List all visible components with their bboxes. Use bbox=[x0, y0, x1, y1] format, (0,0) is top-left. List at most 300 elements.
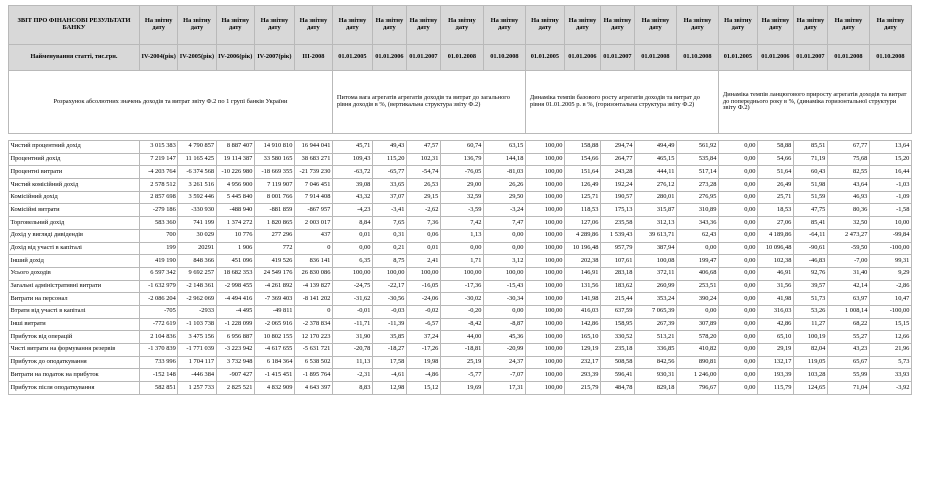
value-cell: 6,35 bbox=[332, 255, 372, 268]
value-cell: 30 029 bbox=[178, 229, 216, 242]
value-cell: -20,99 bbox=[483, 344, 525, 357]
value-cell: 55,27 bbox=[827, 331, 869, 344]
value-cell: 100,00 bbox=[525, 166, 564, 179]
value-cell: 158,88 bbox=[564, 141, 600, 154]
value-cell: 1,13 bbox=[440, 229, 483, 242]
value-cell: 372,11 bbox=[634, 267, 676, 280]
period-header: 01.10.2008 bbox=[676, 45, 718, 71]
table-row bbox=[9, 179, 912, 192]
value-cell: -2 065 916 bbox=[254, 318, 294, 331]
value-cell: 0,00 bbox=[483, 242, 525, 255]
value-cell: -54,74 bbox=[406, 166, 440, 179]
value-cell: -488 940 bbox=[216, 204, 254, 217]
value-cell: 100,00 bbox=[525, 280, 564, 293]
value-cell: 100,00 bbox=[525, 179, 564, 192]
date-label-header: На звітну дату bbox=[216, 6, 254, 45]
value-cell: 0,00 bbox=[718, 255, 757, 268]
value-cell: -5,77 bbox=[440, 369, 483, 382]
value-cell: 18 682 353 bbox=[216, 267, 254, 280]
value-cell: 31,56 bbox=[757, 280, 793, 293]
value-cell: 46,93 bbox=[827, 191, 869, 204]
value-cell: 276,95 bbox=[676, 191, 718, 204]
value-cell: -2 086 204 bbox=[140, 293, 178, 306]
table-row bbox=[9, 305, 912, 318]
value-cell: 1 704 117 bbox=[178, 356, 216, 369]
value-cell: 5 445 840 bbox=[216, 191, 254, 204]
value-cell: 71,04 bbox=[827, 382, 869, 395]
value-cell: -4,86 bbox=[406, 369, 440, 382]
value-cell: -8 141 202 bbox=[294, 293, 332, 306]
value-cell: 0,01 bbox=[332, 229, 372, 242]
value-cell: 99,31 bbox=[869, 255, 911, 268]
value-cell: 0,01 bbox=[406, 242, 440, 255]
value-cell: -30,02 bbox=[440, 293, 483, 306]
value-cell: 733 996 bbox=[140, 356, 178, 369]
row-label: Втрати від участі в капіталі bbox=[9, 305, 140, 318]
value-cell: 100,00 bbox=[525, 369, 564, 382]
value-cell: -0,20 bbox=[440, 305, 483, 318]
value-cell: 199,47 bbox=[676, 255, 718, 268]
value-cell: 85,51 bbox=[793, 141, 827, 154]
value-cell: 0,00 bbox=[718, 191, 757, 204]
value-cell: 58,88 bbox=[757, 141, 793, 154]
value-cell: 0,31 bbox=[372, 229, 406, 242]
value-cell: 51,64 bbox=[757, 166, 793, 179]
value-cell: 0,00 bbox=[718, 153, 757, 166]
value-cell: 235,58 bbox=[600, 217, 634, 230]
value-cell: 25,71 bbox=[757, 191, 793, 204]
value-cell: 0,00 bbox=[718, 280, 757, 293]
value-cell: 42,14 bbox=[827, 280, 869, 293]
date-label-header: На звітну дату bbox=[406, 6, 440, 45]
value-cell: 71,19 bbox=[793, 153, 827, 166]
value-cell: -11,71 bbox=[332, 318, 372, 331]
value-cell: -3,41 bbox=[372, 204, 406, 217]
row-label: Прибуток після оподаткування bbox=[9, 382, 140, 395]
value-cell: 100,00 bbox=[525, 191, 564, 204]
section-absolute-values: Розрахунок абсолютних значень доходів та витрат звіту Ф.2 по 1 групі банків України bbox=[9, 71, 333, 134]
value-cell: 7 219 147 bbox=[140, 153, 178, 166]
value-cell: 273,28 bbox=[676, 179, 718, 192]
value-cell: -30,34 bbox=[483, 293, 525, 306]
value-cell: 85,41 bbox=[793, 217, 827, 230]
value-cell: 100,00 bbox=[525, 305, 564, 318]
row-label: Чистий процентний дохід bbox=[9, 141, 140, 154]
value-cell: 215,79 bbox=[564, 382, 600, 395]
value-cell: -881 859 bbox=[254, 204, 294, 217]
value-cell: 7 914 408 bbox=[294, 191, 332, 204]
value-cell: 15,12 bbox=[406, 382, 440, 395]
value-cell: -0,03 bbox=[372, 305, 406, 318]
value-cell: 3 592 446 bbox=[178, 191, 216, 204]
value-cell: 141,98 bbox=[564, 293, 600, 306]
value-cell: 193,39 bbox=[757, 369, 793, 382]
value-cell: 44,00 bbox=[440, 331, 483, 344]
value-cell: 517,14 bbox=[676, 166, 718, 179]
value-cell: 109,43 bbox=[332, 153, 372, 166]
value-cell: 192,24 bbox=[600, 179, 634, 192]
row-label: Усього доходів bbox=[9, 267, 140, 280]
value-cell: 2 003 017 bbox=[294, 217, 332, 230]
value-cell: 2 473,27 bbox=[827, 229, 869, 242]
value-cell: 235,18 bbox=[600, 344, 634, 357]
table-row bbox=[9, 229, 912, 242]
period-header: 01.01.2007 bbox=[793, 45, 827, 71]
header-row-report-date bbox=[9, 6, 912, 45]
period-header: IV-2005(рік) bbox=[178, 45, 216, 71]
value-cell: -49 811 bbox=[254, 305, 294, 318]
value-cell: 100,00 bbox=[525, 267, 564, 280]
row-label: Дохід від участі в капіталі bbox=[9, 242, 140, 255]
date-label-header: На звітну дату bbox=[140, 6, 178, 45]
value-cell: -2 148 361 bbox=[178, 280, 216, 293]
value-cell: 6 184 364 bbox=[254, 356, 294, 369]
value-cell: -18 669 355 bbox=[254, 166, 294, 179]
value-cell: 353,24 bbox=[634, 293, 676, 306]
period-header: 01.01.2007 bbox=[406, 45, 440, 71]
value-cell: 0,00 bbox=[718, 356, 757, 369]
value-cell: 68,22 bbox=[827, 318, 869, 331]
value-cell: -7,07 bbox=[483, 369, 525, 382]
table-row bbox=[9, 242, 912, 255]
value-cell: 25,19 bbox=[440, 356, 483, 369]
value-cell: 26 830 086 bbox=[294, 267, 332, 280]
row-label: Витрати на податок на прибуток bbox=[9, 369, 140, 382]
financial-results-table bbox=[8, 5, 912, 395]
value-cell: -6,57 bbox=[406, 318, 440, 331]
value-cell: 100,08 bbox=[634, 255, 676, 268]
value-cell: -7 369 403 bbox=[254, 293, 294, 306]
value-cell: 8,84 bbox=[332, 217, 372, 230]
date-label-header: На звітну дату bbox=[718, 6, 757, 45]
value-cell: -1 895 764 bbox=[294, 369, 332, 382]
value-cell: 465,15 bbox=[634, 153, 676, 166]
value-cell: 6 538 502 bbox=[294, 356, 332, 369]
table-row bbox=[9, 344, 912, 357]
value-cell: 100,00 bbox=[525, 318, 564, 331]
period-header: 01.01.2008 bbox=[634, 45, 676, 71]
period-header: 01.01.2007 bbox=[600, 45, 634, 71]
value-cell: 0 bbox=[294, 242, 332, 255]
value-cell: -90,61 bbox=[793, 242, 827, 255]
value-cell: -18,81 bbox=[440, 344, 483, 357]
value-cell: 513,21 bbox=[634, 331, 676, 344]
value-cell: 8,75 bbox=[372, 255, 406, 268]
value-cell: 26,53 bbox=[406, 179, 440, 192]
value-cell: 10,47 bbox=[869, 293, 911, 306]
value-cell: 637,59 bbox=[600, 305, 634, 318]
value-cell: 17,31 bbox=[483, 382, 525, 395]
value-cell: -10 226 980 bbox=[216, 166, 254, 179]
value-cell: 0,00 bbox=[718, 242, 757, 255]
value-cell: 67,77 bbox=[827, 141, 869, 154]
value-cell: 42,86 bbox=[757, 318, 793, 331]
date-label-header: На звітну дату bbox=[757, 6, 793, 45]
period-header: 01.01.2008 bbox=[440, 45, 483, 71]
value-cell: 419 190 bbox=[140, 255, 178, 268]
value-cell: 390,24 bbox=[676, 293, 718, 306]
value-cell: 4 643 397 bbox=[294, 382, 332, 395]
value-cell: 151,64 bbox=[564, 166, 600, 179]
value-cell: -4 203 764 bbox=[140, 166, 178, 179]
value-cell: 3 015 383 bbox=[140, 141, 178, 154]
value-cell: -4,61 bbox=[372, 369, 406, 382]
value-cell: 0,00 bbox=[483, 229, 525, 242]
value-cell: 700 bbox=[140, 229, 178, 242]
table-row bbox=[9, 141, 912, 154]
value-cell: 3,12 bbox=[483, 255, 525, 268]
value-cell: 12,66 bbox=[869, 331, 911, 344]
value-cell: 8 001 766 bbox=[254, 191, 294, 204]
value-cell: 330,52 bbox=[600, 331, 634, 344]
row-label: Торговельний дохід bbox=[9, 217, 140, 230]
value-cell: 33,65 bbox=[372, 179, 406, 192]
value-cell: 7,36 bbox=[406, 217, 440, 230]
value-cell: 51,73 bbox=[793, 293, 827, 306]
value-cell: 494,49 bbox=[634, 141, 676, 154]
value-cell: 343,36 bbox=[676, 217, 718, 230]
period-header: 01.01.2006 bbox=[372, 45, 406, 71]
value-cell: 0,00 bbox=[718, 369, 757, 382]
value-cell: 0,00 bbox=[718, 141, 757, 154]
value-cell: 125,71 bbox=[564, 191, 600, 204]
value-cell: -2,31 bbox=[332, 369, 372, 382]
period-header: 01.01.2005 bbox=[525, 45, 564, 71]
value-cell: -1 370 839 bbox=[140, 344, 178, 357]
value-cell: 39 613,71 bbox=[634, 229, 676, 242]
value-cell: 582 851 bbox=[140, 382, 178, 395]
value-cell: 100,00 bbox=[525, 242, 564, 255]
value-cell: 410,82 bbox=[676, 344, 718, 357]
row-label: Процентні витрати bbox=[9, 166, 140, 179]
value-cell: 12 170 223 bbox=[294, 331, 332, 344]
value-cell: -16,05 bbox=[406, 280, 440, 293]
value-cell: 154,66 bbox=[564, 153, 600, 166]
table-row bbox=[9, 331, 912, 344]
value-cell: -2 378 834 bbox=[294, 318, 332, 331]
value-cell: 115,20 bbox=[372, 153, 406, 166]
value-cell: -1,03 bbox=[869, 179, 911, 192]
value-cell: 0,21 bbox=[372, 242, 406, 255]
value-cell: 37,24 bbox=[406, 331, 440, 344]
value-cell: 772 bbox=[254, 242, 294, 255]
value-cell: 41,98 bbox=[757, 293, 793, 306]
value-cell: 47,75 bbox=[793, 204, 827, 217]
value-cell: 15,15 bbox=[869, 318, 911, 331]
value-cell: 199 bbox=[140, 242, 178, 255]
value-cell: -31,62 bbox=[332, 293, 372, 306]
row-label: Загальні адміністративні витрати bbox=[9, 280, 140, 293]
value-cell: 387,94 bbox=[634, 242, 676, 255]
table-row bbox=[9, 153, 912, 166]
date-label-header: На звітну дату bbox=[600, 6, 634, 45]
value-cell: 26,26 bbox=[483, 179, 525, 192]
value-cell: 7,47 bbox=[483, 217, 525, 230]
value-cell: -59,50 bbox=[827, 242, 869, 255]
value-cell: 165,10 bbox=[564, 331, 600, 344]
table-row bbox=[9, 382, 912, 395]
value-cell: -3,59 bbox=[440, 204, 483, 217]
value-cell: 146,91 bbox=[564, 267, 600, 280]
value-cell: -4 139 827 bbox=[294, 280, 332, 293]
value-cell: 118,53 bbox=[564, 204, 600, 217]
value-cell: 29,15 bbox=[406, 191, 440, 204]
value-cell: -3,92 bbox=[869, 382, 911, 395]
value-cell: 232,17 bbox=[564, 356, 600, 369]
value-cell: -8,42 bbox=[440, 318, 483, 331]
value-cell: 54,66 bbox=[757, 153, 793, 166]
value-cell: 0,00 bbox=[718, 344, 757, 357]
value-cell: 21,96 bbox=[869, 344, 911, 357]
value-cell: 7 046 451 bbox=[294, 179, 332, 192]
value-cell: 7 065,39 bbox=[634, 305, 676, 318]
value-cell: -2,86 bbox=[869, 280, 911, 293]
value-cell: -6 374 568 bbox=[178, 166, 216, 179]
value-cell: -2,62 bbox=[406, 204, 440, 217]
value-cell: 16,44 bbox=[869, 166, 911, 179]
value-cell: 124,65 bbox=[793, 382, 827, 395]
value-cell: 9,29 bbox=[869, 267, 911, 280]
table-row bbox=[9, 318, 912, 331]
value-cell: -76,05 bbox=[440, 166, 483, 179]
table-row bbox=[9, 356, 912, 369]
value-cell: 451 096 bbox=[216, 255, 254, 268]
value-cell: 43,23 bbox=[827, 344, 869, 357]
value-cell: -65,77 bbox=[372, 166, 406, 179]
value-cell: 65,67 bbox=[827, 356, 869, 369]
value-cell: 49,43 bbox=[372, 141, 406, 154]
value-cell: 19,69 bbox=[440, 382, 483, 395]
value-cell: -1 103 738 bbox=[178, 318, 216, 331]
table-row bbox=[9, 166, 912, 179]
value-cell: 307,89 bbox=[676, 318, 718, 331]
date-label-header: На звітну дату bbox=[676, 6, 718, 45]
value-cell: 45,36 bbox=[483, 331, 525, 344]
value-cell: 1 539,43 bbox=[600, 229, 634, 242]
value-cell: 100,00 bbox=[406, 267, 440, 280]
value-cell: 1 257 733 bbox=[178, 382, 216, 395]
value-cell: 63,15 bbox=[483, 141, 525, 154]
value-cell: 2 578 512 bbox=[140, 179, 178, 192]
value-cell: -772 619 bbox=[140, 318, 178, 331]
value-cell: 957,79 bbox=[600, 242, 634, 255]
value-cell: 578,20 bbox=[676, 331, 718, 344]
value-cell: 100,00 bbox=[525, 204, 564, 217]
header-row-sections bbox=[9, 71, 912, 134]
value-cell: 276,12 bbox=[634, 179, 676, 192]
value-cell: 31,40 bbox=[827, 267, 869, 280]
value-cell: 129,19 bbox=[564, 344, 600, 357]
value-cell: -4 494 416 bbox=[216, 293, 254, 306]
value-cell: 508,58 bbox=[600, 356, 634, 369]
value-cell: -17,26 bbox=[406, 344, 440, 357]
value-cell: 47,57 bbox=[406, 141, 440, 154]
value-cell: 4 189,86 bbox=[757, 229, 793, 242]
value-cell: 0,06 bbox=[406, 229, 440, 242]
value-cell: 127,06 bbox=[564, 217, 600, 230]
period-header: 01.01.2005 bbox=[332, 45, 372, 71]
value-cell: 10 196,48 bbox=[564, 242, 600, 255]
value-cell: 46,91 bbox=[757, 267, 793, 280]
report-sheet bbox=[8, 5, 912, 395]
value-cell: 315,87 bbox=[634, 204, 676, 217]
value-cell: 33,93 bbox=[869, 369, 911, 382]
value-cell: 930,31 bbox=[634, 369, 676, 382]
value-cell: -907 427 bbox=[216, 369, 254, 382]
value-cell: -0,01 bbox=[332, 305, 372, 318]
value-cell: 243,28 bbox=[600, 166, 634, 179]
value-cell: -22,17 bbox=[372, 280, 406, 293]
value-cell: -152 148 bbox=[140, 369, 178, 382]
value-cell: -279 186 bbox=[140, 204, 178, 217]
value-cell: -7,00 bbox=[827, 255, 869, 268]
value-cell: 3 261 516 bbox=[178, 179, 216, 192]
value-cell: 175,13 bbox=[600, 204, 634, 217]
value-cell: 100,00 bbox=[525, 344, 564, 357]
value-cell: 115,79 bbox=[757, 382, 793, 395]
value-cell: 1 008,14 bbox=[827, 305, 869, 318]
value-cell: 0,00 bbox=[718, 204, 757, 217]
value-cell: 7 119 907 bbox=[254, 179, 294, 192]
period-header: 01.01.2006 bbox=[757, 45, 793, 71]
value-cell: 4 832 909 bbox=[254, 382, 294, 395]
value-cell: 0 bbox=[294, 305, 332, 318]
value-cell: -18,27 bbox=[372, 344, 406, 357]
value-cell: 890,81 bbox=[676, 356, 718, 369]
value-cell: 294,74 bbox=[600, 141, 634, 154]
value-cell: -24,75 bbox=[332, 280, 372, 293]
section-horizontal-structure: Динаміка темпів базового росту агрегатів доходів та витрат до рівня 01.01.2005 р. в %, (горизонтальна структура звіту Ф.2) bbox=[525, 71, 718, 134]
value-cell: 32,59 bbox=[440, 191, 483, 204]
value-cell: -4 617 655 bbox=[254, 344, 294, 357]
value-cell: -705 bbox=[140, 305, 178, 318]
value-cell: 15,20 bbox=[869, 153, 911, 166]
value-cell: 45,71 bbox=[332, 141, 372, 154]
value-cell: 12,98 bbox=[372, 382, 406, 395]
value-cell: 8,83 bbox=[332, 382, 372, 395]
value-cell: 38 683 271 bbox=[294, 153, 332, 166]
value-cell: -21 739 230 bbox=[294, 166, 332, 179]
value-cell: 20291 bbox=[178, 242, 216, 255]
row-label: Процентний дохід bbox=[9, 153, 140, 166]
value-cell: 1 820 865 bbox=[254, 217, 294, 230]
value-cell: 0,00 bbox=[718, 293, 757, 306]
value-cell: 2 825 521 bbox=[216, 382, 254, 395]
period-header: 01.10.2008 bbox=[483, 45, 525, 71]
date-label-header: На звітну дату bbox=[564, 6, 600, 45]
value-cell: -1 228 099 bbox=[216, 318, 254, 331]
value-cell: 80,36 bbox=[827, 204, 869, 217]
value-cell: -100,00 bbox=[869, 305, 911, 318]
value-cell: 561,92 bbox=[676, 141, 718, 154]
value-cell: 183,62 bbox=[600, 280, 634, 293]
value-cell: 535,84 bbox=[676, 153, 718, 166]
value-cell: 53,26 bbox=[793, 305, 827, 318]
row-label: Прибуток до оподаткування bbox=[9, 356, 140, 369]
value-cell: 102,38 bbox=[757, 255, 793, 268]
section-vertical-structure: Питома вага агрегатів агрегатів доходів та витрат до загального рівня доходів в %, (вертикальна структура звіту Ф.2) bbox=[332, 71, 525, 134]
value-cell: -1 415 451 bbox=[254, 369, 294, 382]
value-cell: 0,00 bbox=[440, 242, 483, 255]
value-cell: 51,98 bbox=[793, 179, 827, 192]
value-cell: 3 475 156 bbox=[178, 331, 216, 344]
value-cell: 100,00 bbox=[483, 267, 525, 280]
value-cell: 43,64 bbox=[827, 179, 869, 192]
value-cell: 82,04 bbox=[793, 344, 827, 357]
value-cell: 100,00 bbox=[525, 229, 564, 242]
value-cell: -64,11 bbox=[793, 229, 827, 242]
value-cell: 100,00 bbox=[525, 255, 564, 268]
